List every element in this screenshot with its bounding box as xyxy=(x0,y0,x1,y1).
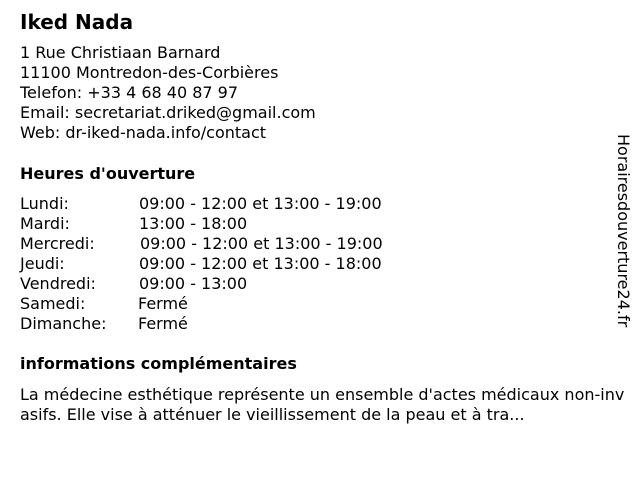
day-hours: Fermé xyxy=(138,314,188,333)
day-hours: 09:00 - 12:00 et 13:00 - 19:00 xyxy=(139,194,382,213)
day-hours: 09:00 - 12:00 et 13:00 - 18:00 xyxy=(139,254,382,273)
day-label: Dimanche: xyxy=(20,314,107,333)
day-label: Lundi: xyxy=(20,194,69,213)
address-city: 11100 Montredon-des-Corbières xyxy=(20,63,279,82)
day-label: Samedi: xyxy=(20,294,86,313)
opening-hours-heading: Heures d'ouverture xyxy=(20,164,196,183)
watermark-text: Horairesdouverture24.fr xyxy=(614,134,633,328)
email-line: Email: secretariat.driked@gmail.com xyxy=(20,103,316,122)
day-label: Mercredi: xyxy=(20,234,95,253)
phone-line: Telefon: +33 4 68 40 87 97 xyxy=(20,83,239,102)
day-hours: Fermé xyxy=(138,294,188,313)
day-label: Mardi: xyxy=(20,214,70,233)
additional-info-text: La médecine esthétique représente un ensemble d'actes médicaux non-invasifs. Elle vise à atténuer le vieillissement de la peau et à tra... xyxy=(20,385,625,424)
day-label: Vendredi: xyxy=(20,274,96,293)
day-hours: 09:00 - 12:00 et 13:00 - 19:00 xyxy=(140,234,383,253)
web-line: Web: dr-iked-nada.info/contact xyxy=(20,123,267,142)
additional-info-heading: informations complémentaires xyxy=(20,354,297,373)
contact-block xyxy=(20,43,316,143)
day-label: Jeudi: xyxy=(20,254,65,273)
day-hours: 09:00 - 13:00 xyxy=(139,274,248,293)
day-hours: 13:00 - 18:00 xyxy=(139,214,248,233)
business-name: Iked Nada xyxy=(20,10,134,34)
site-watermark xyxy=(610,134,636,346)
address-street: 1 Rue Christiaan Barnard xyxy=(20,43,221,62)
